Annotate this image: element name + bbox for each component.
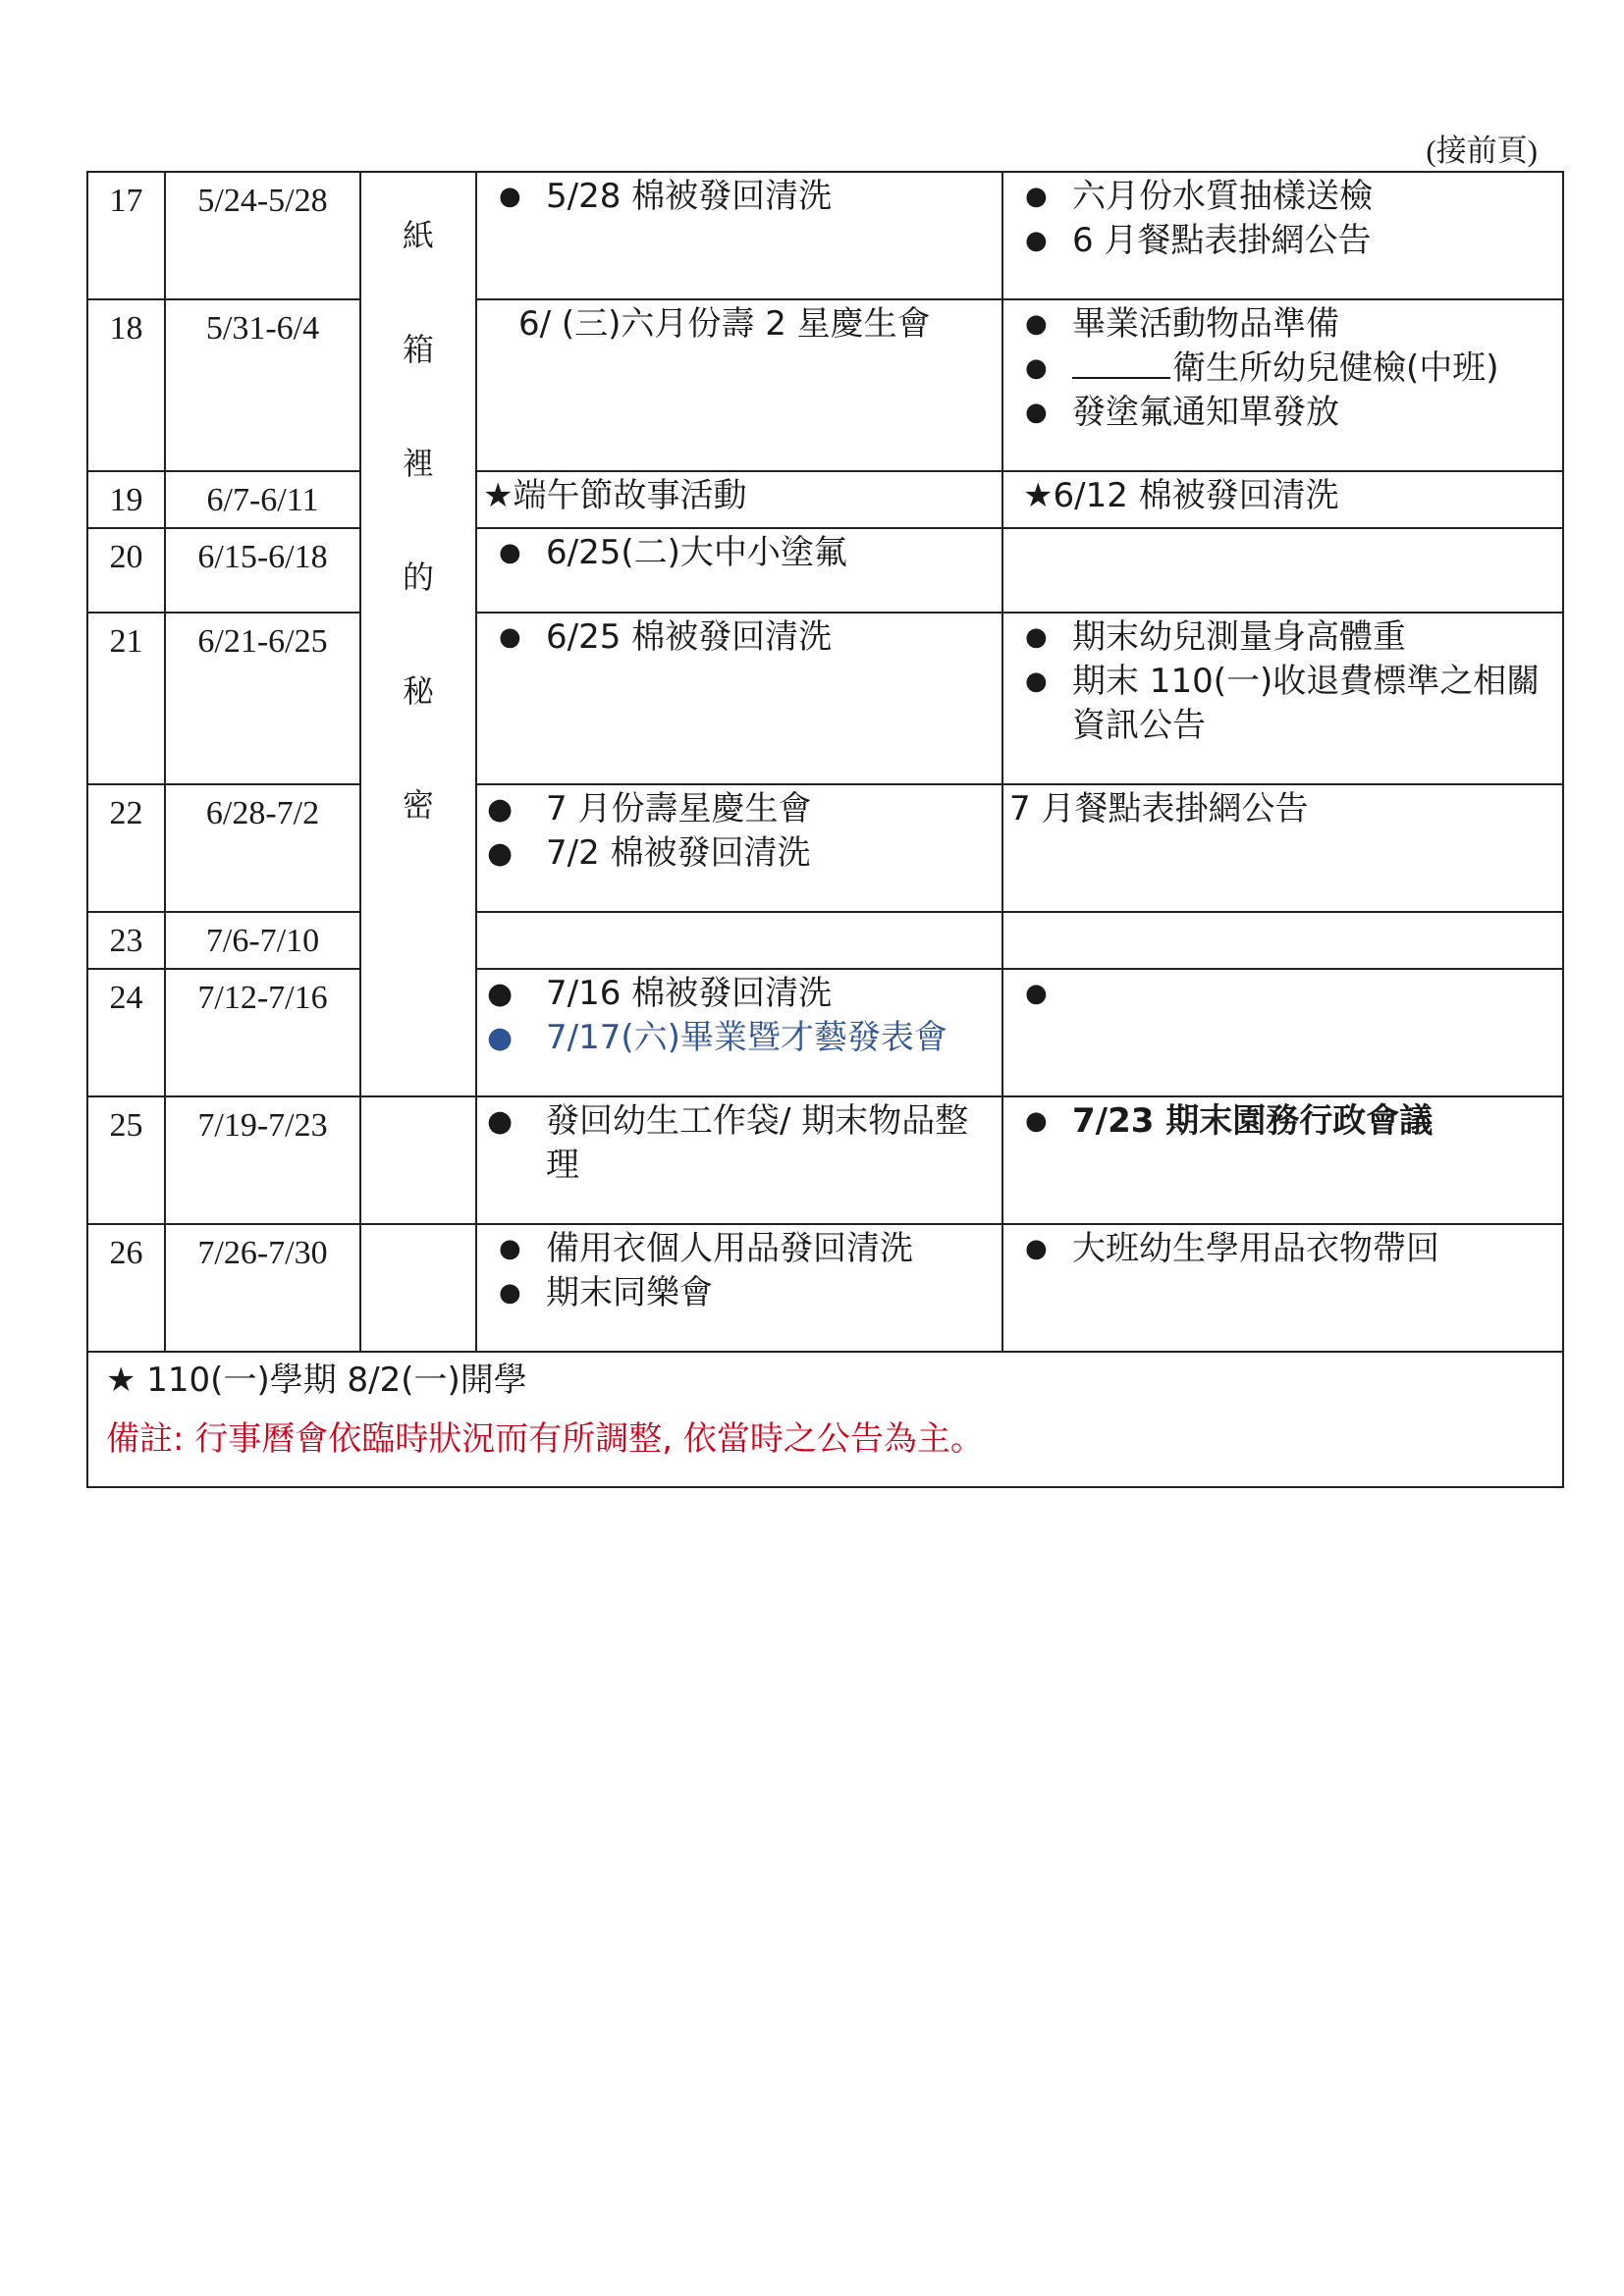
activity-cell [476, 613, 1002, 784]
list-item: ● 期末同樂會 [483, 1271, 996, 1315]
activity-cell [476, 528, 1002, 613]
table-row [87, 299, 1563, 471]
activity-cell [476, 1096, 1002, 1224]
date-range: 5/24-5/28 [165, 172, 360, 299]
admin-cell [1002, 1224, 1563, 1352]
admin-cell [1002, 471, 1563, 528]
week-number: 22 [87, 784, 165, 912]
theme-char: 的 [402, 559, 434, 596]
list-item: ● 發回幼生工作袋/ 期末物品整理 [483, 1099, 996, 1188]
list-item: ● 7/23 期末園務行政會議 [1009, 1099, 1556, 1144]
list-item: ● 期末幼兒測量身高體重 [1009, 615, 1556, 660]
list-item: ● 大班幼生學用品衣物帶回 [1009, 1227, 1556, 1271]
activity-cell [476, 172, 1002, 299]
date-range: 7/6-7/10 [165, 912, 360, 969]
calendar-table [86, 171, 1564, 1488]
date-range: 6/21-6/25 [165, 613, 360, 784]
week-number: 21 [87, 613, 165, 784]
week-number: 19 [87, 471, 165, 528]
list-item: ● 6/25 棉被發回清洗 [483, 615, 996, 660]
theme-cell-empty [360, 1096, 476, 1224]
continued-label: (接前頁) [1426, 133, 1538, 168]
week-number: 25 [87, 1096, 165, 1224]
admin-cell [1002, 299, 1563, 471]
activity-cell [476, 912, 1002, 969]
list-item: ● 6 月餐點表掛網公告 [1009, 219, 1556, 263]
list-item-highlight: ● 7/17(六)畢業暨才藝發表會 [483, 1016, 996, 1060]
admin-cell [1002, 1096, 1563, 1224]
week-number: 18 [87, 299, 165, 471]
table-row [87, 471, 1563, 528]
list-item-text: 衛生所幼兒健檢(中班) [1172, 348, 1499, 388]
semester-start-note: ★ 110(一)學期 8/2(一)開學 [106, 1361, 527, 1400]
admin-cell [1002, 912, 1563, 969]
list-item: ● 7 月份壽星慶生會 [483, 787, 996, 831]
theme-char: 箱 [402, 331, 434, 368]
admin-cell [1002, 172, 1563, 299]
list-item: ● 7/16 棉被發回清洗 [483, 972, 996, 1016]
remark-note: 備註: 行事曆會依臨時狀況而有所調整, 依當時之公告為主。 [106, 1419, 984, 1459]
admin-cell [1002, 613, 1563, 784]
date-range: 7/19-7/23 [165, 1096, 360, 1224]
week-number: 26 [87, 1224, 165, 1352]
date-range: 6/28-7/2 [165, 784, 360, 912]
list-item [1009, 347, 1556, 391]
list-item: ● 畢業活動物品準備 [1009, 302, 1556, 347]
blank-line [1072, 347, 1170, 379]
theme-cell-empty [360, 1224, 476, 1352]
week-number: 23 [87, 912, 165, 969]
list-item: ● 7/2 棉被發回清洗 [483, 831, 996, 876]
theme-cell [360, 172, 476, 1096]
theme-char: 密 [402, 786, 434, 824]
list-item: ● 6/25(二)大中小塗氟 [483, 531, 996, 575]
date-range: 7/12-7/16 [165, 969, 360, 1096]
date-range: 6/15-6/18 [165, 528, 360, 613]
table-row [87, 528, 1563, 613]
admin-cell [1002, 528, 1563, 613]
admin-cell [1002, 784, 1563, 912]
footer-cell [87, 1352, 1563, 1487]
activity-cell [476, 1224, 1002, 1352]
week-number: 24 [87, 969, 165, 1096]
date-range: 5/31-6/4 [165, 299, 360, 471]
activity-text: 6/ (三)六月份壽 2 星慶生會 [518, 304, 931, 344]
table-row [87, 613, 1563, 784]
admin-text: 7 月餐點表掛網公告 [1009, 789, 1309, 828]
list-item: ● 5/28 棉被發回清洗 [483, 175, 996, 219]
activity-text: ★端午節故事活動 [483, 476, 747, 515]
week-number: 20 [87, 528, 165, 613]
table-row [87, 1096, 1563, 1224]
theme-char: 裡 [402, 445, 434, 482]
list-item: ● 六月份水質抽樣送檢 [1009, 175, 1556, 219]
activity-cell [476, 471, 1002, 528]
table-row [87, 784, 1563, 912]
activity-cell [476, 969, 1002, 1096]
table-row [87, 912, 1563, 969]
admin-cell [1002, 969, 1563, 1096]
list-item: ● 期末 110(一)收退費標準之相關資訊公告 [1009, 660, 1556, 748]
activity-cell [476, 299, 1002, 471]
list-item: ● 發塗氟通知單發放 [1009, 391, 1556, 435]
table-row [87, 172, 1563, 299]
table-row [87, 1224, 1563, 1352]
table-row [87, 969, 1563, 1096]
date-range: 6/7-6/11 [165, 471, 360, 528]
list-item: ● 備用衣個人用品發回清洗 [483, 1227, 996, 1271]
footer-row [87, 1352, 1563, 1487]
week-number: 17 [87, 172, 165, 299]
activity-cell [476, 784, 1002, 912]
theme-char: 紙 [402, 217, 434, 254]
theme-char: 秘 [402, 672, 434, 710]
admin-text: ★6/12 棉被發回清洗 [1023, 476, 1339, 515]
date-range: 7/26-7/30 [165, 1224, 360, 1352]
